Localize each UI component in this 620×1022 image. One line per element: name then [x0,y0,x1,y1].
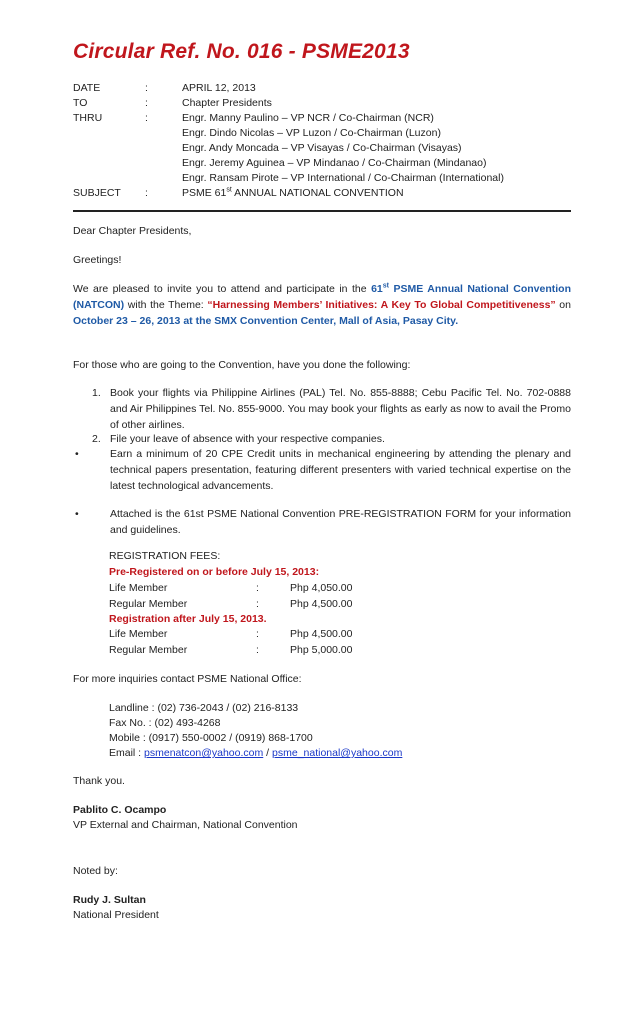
to-colon: : [145,97,148,109]
email-label: Email : [109,747,145,759]
list-item-text: Attached is the 61st PSME National Convention PRE-REGISTRATION FORM for your information and guidelines. [110,508,571,536]
invite-text-3: on [555,299,571,311]
thank-you: Thank you. [73,775,125,787]
fee-amount: Php 4,500.00 [290,598,353,610]
after-registration-heading: Registration after July 15, 2013. [109,613,267,625]
list-bullet: • [75,448,79,460]
thru-colon: : [145,112,148,124]
fee-name: Life Member [109,582,168,594]
fee-name: Life Member [109,628,168,640]
list-item-text: Book your flights via Philippine Airlines (PAL) Tel. No. 855-8888; Cebu Pacific Tel. No. 702-0888 and Air Philippines Tel. No. 855-9000. You may book your flights as early as now to avail the Promo of other airlines. [110,387,571,431]
invite-text-2: with the Theme: [124,299,208,311]
contact-landline: Landline : (02) 736-2043 / (02) 216-8133 [109,702,299,714]
subject-label: SUBJECT [73,187,121,199]
contact-fax: Fax No. : (02) 493-4268 [109,717,221,729]
list-item-text: Earn a minimum of 20 CPE Credit units in mechanical engineering by attending the plenary and technical papers presentation, featuring different presenters with varied technical expertise on the latest technological advancements. [110,448,571,492]
list-item [75,506,571,538]
to-value: Chapter Presidents [182,97,272,109]
list-marker: 2. [92,433,101,445]
fee-colon: : [256,598,259,610]
list-item [75,446,571,494]
thru-value-2: Engr. Dindo Nicolas – VP Luzon / Co-Chairman (Luzon) [182,127,441,139]
invite-theme: “Harnessing Members’ Initiatives: A Key To Global Competitiveness” [207,299,556,311]
fee-colon: : [256,644,259,656]
checklist-intro: For those who are going to the Convention, have you done the following: [73,359,411,371]
thru-value-5: Engr. Ransam Pirote – VP International / Co-Chairman (International) [182,172,504,184]
greeting: Greetings! [73,254,122,266]
contact-email [109,745,402,761]
list-bullet: • [75,508,79,520]
date-colon: : [145,82,148,94]
inquiries-intro: For more inquiries contact PSME National Office: [73,673,302,685]
fee-amount: Php 5,000.00 [290,644,353,656]
president-name: Rudy J. Sultan [73,894,146,906]
fees-heading: REGISTRATION FEES: [109,550,221,562]
invitation-paragraph [73,281,571,329]
fee-colon: : [256,582,259,594]
fee-name: Regular Member [109,644,188,656]
list-marker: 1. [92,387,101,399]
noted-by-label: Noted by: [73,865,118,877]
date-label: DATE [73,82,101,94]
fee-amount: Php 4,500.00 [290,628,353,640]
list-item [92,431,571,447]
subject-value [182,186,404,201]
invite-date-venue: October 23 – 26, 2013 at the SMX Convention Center, Mall of Asia, Pasay City. [73,315,459,327]
thru-label: THRU [73,112,103,124]
email-separator: / [263,747,273,759]
fee-name: Regular Member [109,598,188,610]
thru-value-3: Engr. Andy Moncada – VP Visayas / Co-Chairman (Visayas) [182,142,462,154]
president-title: National President [73,909,159,921]
thru-value-4: Engr. Jeremy Aguinea – VP Mindanao / Co-Chairman (Mindanao) [182,157,487,169]
subject-pre: PSME 61 [182,187,227,199]
email-link-1[interactable]: psmenatcon@yahoo.com [144,747,264,759]
fee-colon: : [256,628,259,640]
invite-text-1: We are pleased to invite you to attend and participate in the [73,283,372,295]
invite-sup: st [382,282,389,290]
to-label: TO [73,97,88,109]
invite-event: PSME Annual National Convention (NATCON) [73,283,571,311]
contact-mobile: Mobile : (0917) 550-0002 / (0919) 868-1700 [109,732,313,744]
circular-title: Circular Ref. No. 016 - PSME2013 [73,40,410,63]
thru-value-1: Engr. Manny Paulino – VP NCR / Co-Chairman (NCR) [182,112,434,124]
date-value: APRIL 12, 2013 [182,82,256,94]
subject-sup: st [226,186,232,194]
subject-colon: : [145,187,148,199]
subject-post: ANNUAL NATIONAL CONVENTION [231,187,404,199]
signer-title: VP External and Chairman, National Convention [73,819,298,831]
salutation: Dear Chapter Presidents, [73,225,192,237]
invite-number: 61 [371,283,383,295]
header-divider [73,210,571,212]
signer-name: Pablito C. Ocampo [73,804,167,816]
email-link-2[interactable]: psme_national@yahoo.com [272,747,403,759]
list-item-text: File your leave of absence with your respective companies. [110,433,385,445]
pre-registration-heading: Pre-Registered on or before July 15, 2013: [109,566,320,578]
list-item [92,385,571,433]
fee-amount: Php 4,050.00 [290,582,353,594]
